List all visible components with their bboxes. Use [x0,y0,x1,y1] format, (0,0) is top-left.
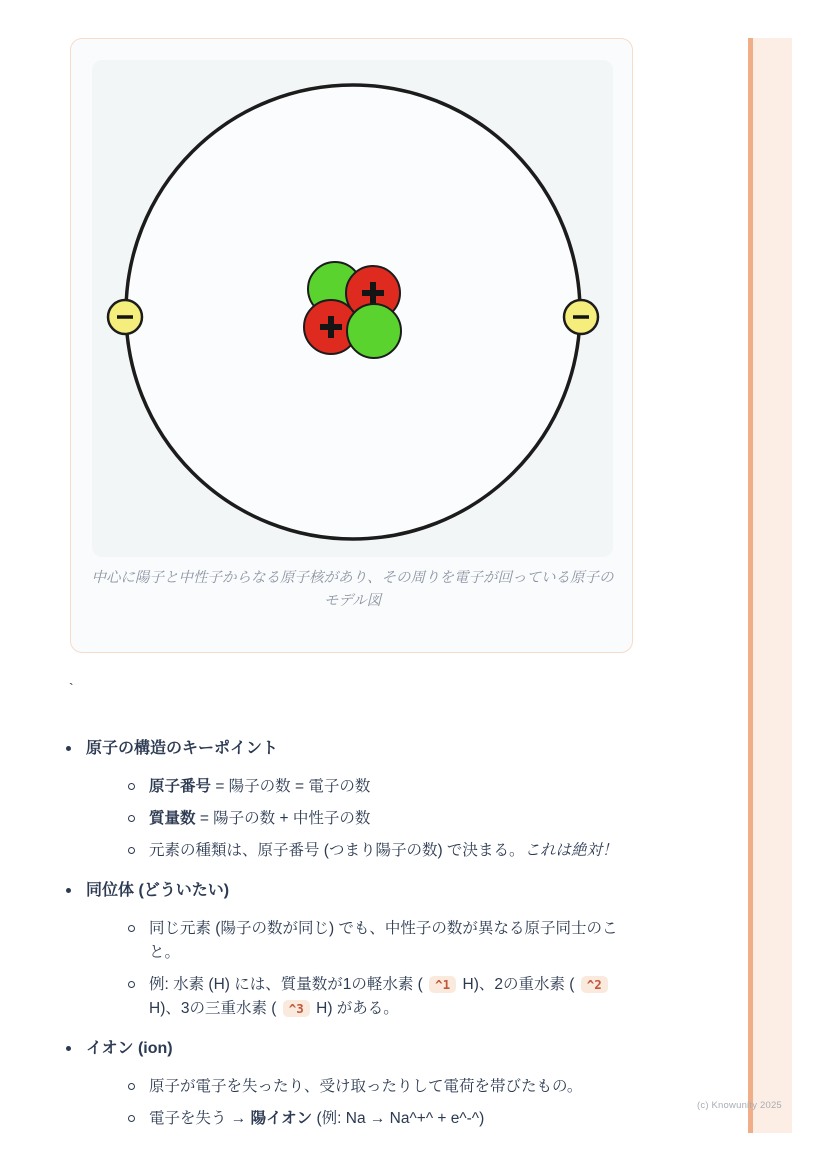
notes-list [64,737,638,1147]
sub-list [128,775,638,863]
bullet-dot-icon [66,1046,71,1051]
bullet-dot-icon [66,888,71,893]
list-item [128,807,638,831]
text-segment: = 陽子の数 + 中性子の数 [195,810,371,828]
list-item [128,839,638,863]
item-text [149,778,370,795]
section-heading [86,737,638,761]
bullet-circle-icon [128,1115,135,1122]
item-text [149,842,617,859]
text-segment: イオン (ion) [86,1040,173,1058]
neutron [347,304,401,358]
stray-backtick: ` [69,680,74,696]
bullet-dot-icon [66,746,71,751]
bullet-circle-icon [128,981,135,988]
list-item [128,775,638,799]
text-segment: 陽イオン [250,1110,313,1128]
notes-section [64,879,638,1021]
figure-caption: 中心に陽子と中性子からなる原子核があり、その周りを電子が回っている原子のモデル図 [91,570,614,610]
text-segment: (例: Na → Na^+^ + e^-^) [312,1110,485,1128]
bullet-circle-icon [128,925,135,932]
notes-section [64,737,638,863]
bullet-circle-icon [128,1083,135,1090]
text-segment: これは絶対！ [524,842,618,860]
text-segment: = 陽子の数 = 電子の数 [211,778,371,795]
text-segment: 原子の構造のキーポイント [86,740,279,757]
text-segment: 質量数 [149,810,196,828]
text-segment: 電子を失う → [149,1110,251,1128]
section-heading [86,1037,638,1061]
figure-card [70,38,633,653]
text-segment: 原子番号 [149,778,212,795]
item-text [149,810,370,827]
atom-model-diagram [92,60,613,557]
section-heading [86,879,638,903]
copyright-watermark: (c) Knowunity 2025 [697,1100,782,1111]
text-segment: H) がある。 [311,1000,399,1018]
sub-list [128,917,638,1021]
list-item [128,1107,638,1131]
text-segment: H)、3の三重水素 ( [149,1000,281,1018]
bullet-circle-icon [128,783,135,790]
text-segment: 同じ元素 (陽子の数が同じ) でも、中性子の数が異なる原子同士のこと。 [149,920,618,962]
right-accent-bar [748,38,792,1133]
inline-code-chip: ^2 [581,976,608,993]
item-text [149,1078,582,1095]
list-item [128,973,638,1021]
notes-section [64,1037,638,1131]
text-segment: 元素の種類は、原子番号 (つまり陽子の数) で決まる。 [149,842,525,860]
bullet-circle-icon [128,847,135,854]
item-text [149,976,610,1017]
list-item [128,1075,638,1099]
item-text [149,920,617,961]
inline-code-chip: ^3 [283,1000,310,1017]
text-segment: 原子が電子を失ったり、受け取ったりして電荷を帯びたもの。 [149,1078,583,1096]
inline-code-chip: ^1 [429,976,456,993]
bullet-circle-icon [128,815,135,822]
item-text [149,1110,484,1127]
text-segment: H)、2の重水素 ( [458,976,579,994]
atom-diagram-panel [92,60,613,557]
list-item [128,917,638,965]
text-segment: 例: 水素 (H) には、質量数が1の軽水素 ( [149,976,428,994]
text-segment: 同位体 (どういたい) [86,882,230,900]
sub-list [128,1075,638,1131]
